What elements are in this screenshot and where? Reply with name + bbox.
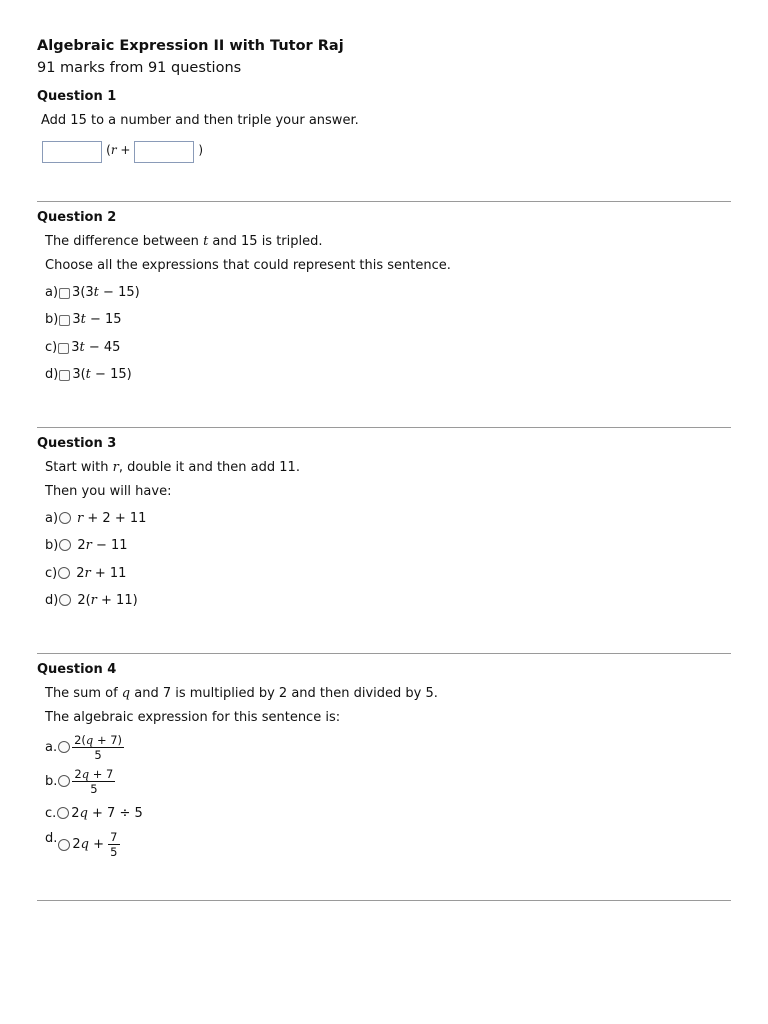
checkbox-d[interactable] [59,370,70,381]
denominator: 5 [90,782,98,796]
radio-c[interactable] [58,567,70,579]
option-text: 2 [72,837,81,852]
text: 2 [74,767,82,781]
option-label: b) [45,312,59,327]
page-title: Algebraic Expression II with Tutor Raj [37,38,344,54]
option-text: + 2 + 11 [83,511,147,526]
divider [37,201,731,202]
close-paren: ) [198,143,204,157]
worksheet-header [37,36,731,78]
option-text: − 15 [85,312,122,327]
answer-input-multiplier[interactable] [42,141,102,163]
question-2-line2: Choose all the expressions that could represent this sentence. [45,258,451,273]
option-text: 3(3 [72,285,94,300]
variable-q: q [79,806,88,821]
option-label: a. [45,740,58,755]
checkbox-a[interactable] [59,288,70,299]
page-subtitle: 91 marks from 91 questions [37,60,242,76]
answer-input-constant[interactable] [134,141,194,163]
option-text: − 11 [91,538,128,553]
variable-q: q [80,837,89,852]
option-text: 2 [76,566,85,581]
option-b[interactable] [45,311,122,329]
option-label: c) [45,340,58,355]
question-1-heading: Question 1 [37,89,117,104]
question-1-prompt: Add 15 to a number and then triple your answer. [41,113,359,128]
option-text: 3 [71,340,80,355]
radio-a[interactable] [58,741,70,753]
question-4-line1 [45,685,438,703]
option-label: d) [45,367,59,382]
fraction [72,767,115,796]
option-text: 2( [77,593,91,608]
option-text: + 7 ÷ 5 [87,806,143,821]
question-1-answer-row [42,141,203,163]
option-label: b. [45,774,58,789]
plus-sign: + [116,143,135,157]
option-c[interactable] [45,805,143,823]
denominator: 5 [110,845,118,859]
text: The difference between [45,234,204,249]
option-text: 2 [77,538,86,553]
text: + 7) [93,733,123,747]
option-d[interactable] [45,592,138,610]
option-label: d) [45,593,59,608]
option-a[interactable] [45,510,146,528]
option-text: 3( [72,367,86,382]
divider [37,427,731,428]
question-2-line1 [45,233,323,251]
variable-t: t [203,234,209,249]
divider [37,653,731,654]
variable-r: r [84,566,91,581]
option-text: + [89,837,109,852]
option-c[interactable] [45,565,126,583]
variable-r: r [110,143,117,157]
checkbox-c[interactable] [58,343,69,354]
divider [37,900,731,901]
option-text: + 11 [90,566,127,581]
radio-d[interactable] [59,594,71,606]
option-text: − 45 [84,340,121,355]
radio-b[interactable] [58,775,70,787]
option-label: c) [45,566,58,581]
text: Start with [45,460,113,475]
question-2-heading: Question 2 [37,210,117,225]
option-label: a) [45,511,59,526]
variable-q: q [121,686,131,701]
variable-r: r [90,593,97,608]
question-4-heading: Question 4 [37,662,117,677]
text: and 15 is tripled. [208,234,323,249]
text: The sum of [45,686,122,701]
variable-q: q [81,767,90,781]
variable-t: t [93,285,99,300]
option-b[interactable] [45,537,128,555]
option-a[interactable] [45,733,124,762]
option-label: b) [45,538,59,553]
radio-d[interactable] [58,839,70,851]
text: and 7 is multiplied by 2 and then divided by 5. [130,686,438,701]
radio-a[interactable] [59,512,71,524]
numerator: 7 [110,830,118,844]
variable-r: r [77,511,84,526]
option-text: − 15) [98,285,140,300]
checkbox-b[interactable] [59,315,70,326]
variable-r: r [85,538,92,553]
variable-t: t [85,367,91,382]
fraction [72,733,124,762]
option-label: d. [45,831,58,846]
radio-c[interactable] [57,807,69,819]
option-text: − 15) [90,367,132,382]
option-d[interactable] [45,366,132,384]
option-a[interactable] [45,284,140,302]
question-3-line1 [45,459,300,477]
text: + 7 [89,767,114,781]
question-4-line2: The algebraic expression for this sentence is: [45,710,341,725]
variable-r: r [112,460,119,475]
numerator [72,733,124,748]
variable-q: q [85,733,94,747]
variable-t: t [79,340,85,355]
option-d[interactable] [45,830,120,859]
question-3-line2: Then you will have: [45,484,172,499]
numerator [72,767,115,782]
option-label: c. [45,806,57,821]
option-c[interactable] [45,339,120,357]
option-text: + 11) [96,593,138,608]
option-text: 3 [72,312,81,327]
denominator: 5 [94,748,102,762]
fraction [108,830,119,859]
option-b[interactable] [45,767,115,796]
option-label: a) [45,285,59,300]
open-paren: ( [106,143,111,157]
text: 2( [74,733,86,747]
radio-b[interactable] [59,539,71,551]
variable-t: t [80,312,86,327]
option-text: 2 [71,806,80,821]
text: , double it and then add 11. [118,460,300,475]
question-3-heading: Question 3 [37,436,117,451]
